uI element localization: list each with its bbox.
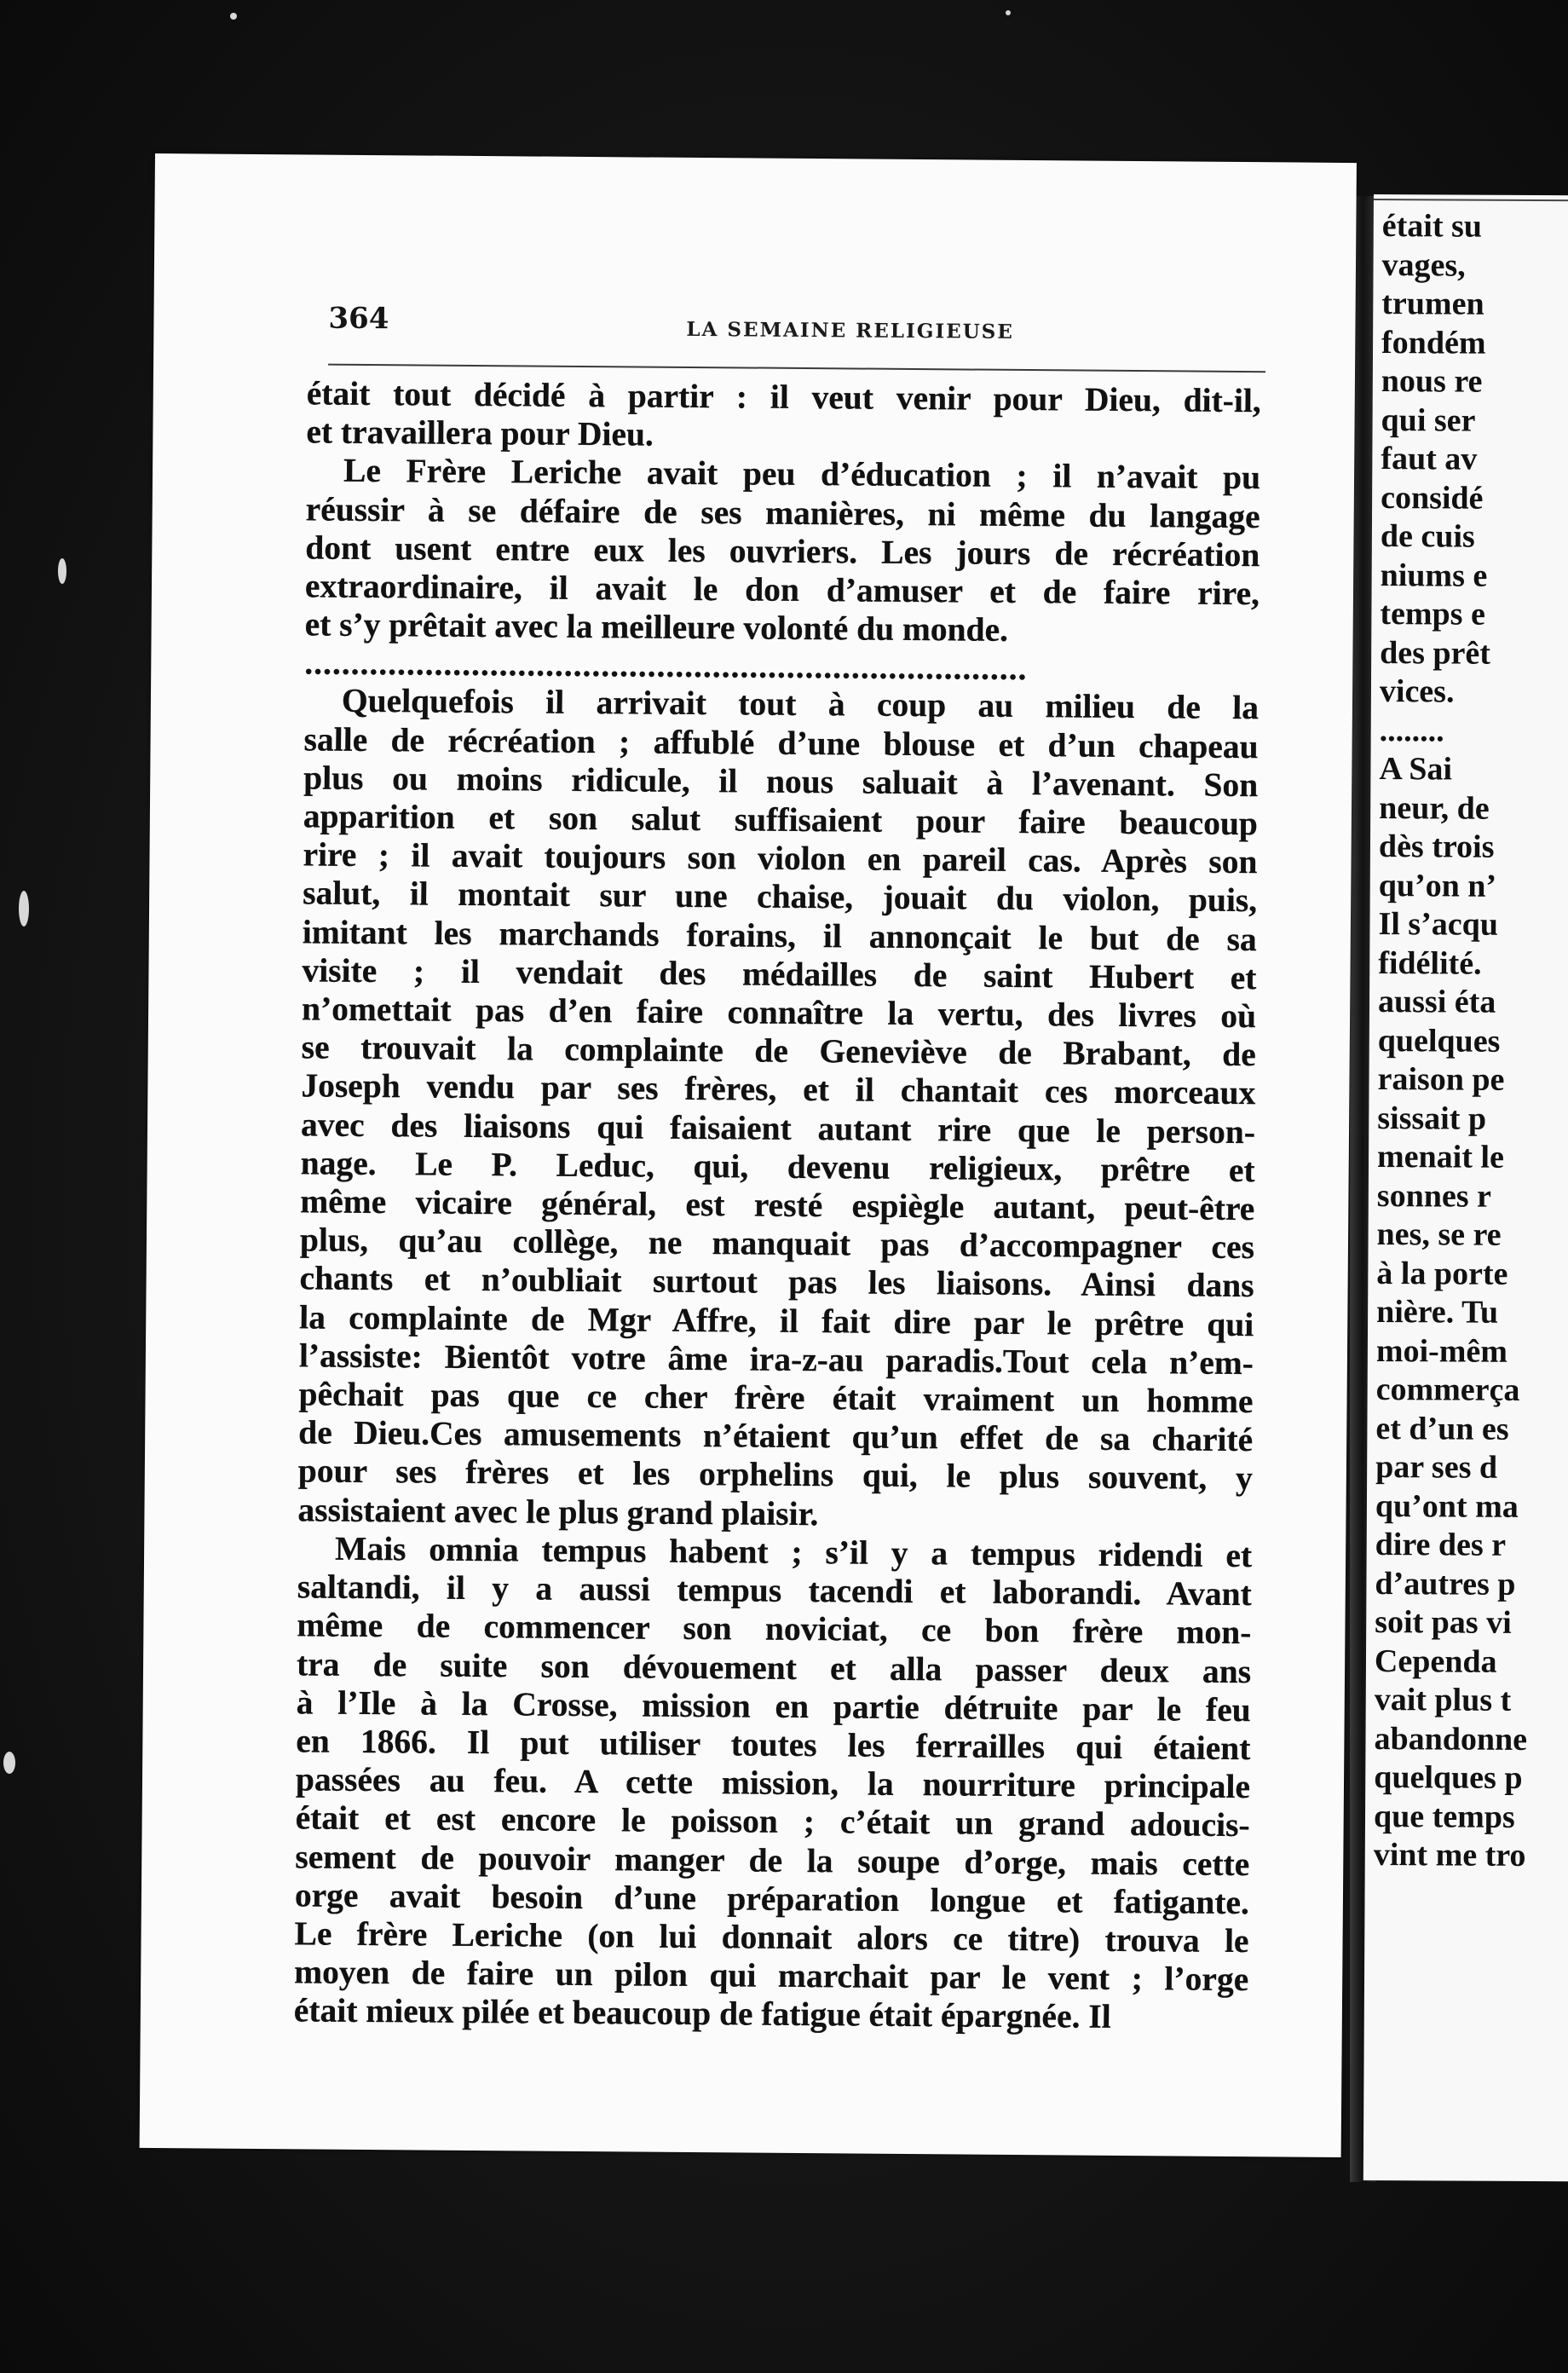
text-line: .............................................................................. <box>304 644 1028 688</box>
right-text-line: considé <box>1381 479 1484 517</box>
text-line: même de commencer son noviciat, ce bon frère mon- <box>297 1606 1252 1652</box>
text-line: salle de récréation ; affublé d’une blouse et d’un chapeau <box>303 720 1259 765</box>
text-line: à l’Ile à la Crosse, mission en partie détruite par le feu <box>296 1683 1251 1729</box>
right-text-line: commerça <box>1375 1371 1520 1408</box>
text-line: saltandi, il y a aussi tempus tacendi et laborandi. Avant <box>297 1568 1252 1614</box>
right-text-line: par ses d <box>1375 1449 1498 1486</box>
right-text-line: nes, se re <box>1376 1216 1502 1253</box>
text-line: plus ou moins ridicule, il nous saluait à l’avenant. Son <box>303 759 1259 805</box>
text-line: chants et n’oubliait surtout pas les liaisons. Ainsi dans <box>299 1259 1254 1305</box>
right-text-line: vices. <box>1379 673 1455 710</box>
right-text-line: sissait p <box>1377 1100 1487 1137</box>
right-text-line: vint me tro <box>1373 1837 1526 1874</box>
right-text-line: qu’ont ma <box>1375 1487 1519 1525</box>
right-text-line: vait plus t <box>1374 1682 1512 1718</box>
right-text-line: Il s’acqu <box>1378 906 1499 943</box>
text-line: l’assiste: Bientôt votre âme ira-z-au paradis.Tout cela n’em- <box>298 1337 1254 1383</box>
text-line: Quelquefois il arrivait tout à coup au milieu de la <box>341 682 1260 727</box>
text-line: assistaient avec le plus grand plaisir. <box>297 1491 819 1533</box>
text-line: et travaillera pour Dieu. <box>306 413 654 453</box>
text-line: était tout décidé à partir : il veut venir pour Dieu, dit-il, <box>306 374 1261 420</box>
right-text-line: à la porte <box>1376 1255 1508 1292</box>
text-line: se trouvait la complainte de Geneviève de Brabant, de <box>301 1028 1256 1074</box>
text-line: dont usent entre eux les ouvriers. Les jours de récréation <box>305 528 1260 574</box>
right-page-text <box>1374 207 1568 1876</box>
right-text-line: neur, de <box>1379 789 1490 827</box>
right-text-line: et d’un es <box>1375 1410 1509 1447</box>
right-text-line: ........ <box>1379 712 1444 748</box>
right-text-line: que temps <box>1373 1798 1515 1835</box>
dust-speck <box>58 558 66 584</box>
text-line: passées au feu. A cette mission, la nourriture principale <box>295 1760 1251 1806</box>
dust-speck <box>1006 10 1011 15</box>
right-text-line: raison pe <box>1377 1061 1505 1098</box>
right-text-line: soit pas vi <box>1375 1604 1512 1641</box>
text-line: plus, qu’au collège, ne manquait pas d’accompagner ces <box>299 1221 1255 1267</box>
text-line: visite ; il vendait des médailles de saint Hubert et <box>302 951 1257 997</box>
text-line: Mais omnia tempus habent ; s’il y a tempus ridendi et <box>334 1529 1253 1575</box>
text-line: pour ses frères et les orphelins qui, le plus souvent, y <box>297 1452 1254 1498</box>
text-line: apparition et son salut suffisaient pour faire beaucoup <box>303 797 1259 843</box>
text-line: tra de suite son dévouement et alla passer deux ans <box>296 1644 1252 1690</box>
text-line: nage. Le P. Leduc, qui, devenu religieux, prêtre et <box>300 1144 1255 1190</box>
right-text-line: faut av <box>1381 441 1478 477</box>
right-text-line: niums e <box>1380 557 1488 594</box>
right-text-line: des prêt <box>1380 634 1491 672</box>
text-line: Joseph vendu par ses frères, et il chantait ces morceaux <box>301 1066 1256 1112</box>
right-text-line: A Sai <box>1379 751 1453 788</box>
right-text-line: fondém <box>1381 324 1486 361</box>
text-line: Le Frère Leriche avait peu d’éducation ; il n’avait pu <box>343 452 1261 497</box>
right-text-line: vages, <box>1381 246 1466 284</box>
right-text-line: abandonne <box>1374 1720 1528 1758</box>
right-page-rule <box>1374 199 1568 201</box>
right-page <box>1363 194 1568 2181</box>
right-text-line: dire des r <box>1375 1527 1507 1563</box>
right-text-line: d’autres p <box>1375 1565 1516 1602</box>
text-line: n’omettait pas d’en faire connaître la vertu, des livres où <box>301 990 1257 1036</box>
text-line: était et est encore le poisson ; c’était un grand adoucis- <box>295 1799 1250 1845</box>
right-text-line: nière. Tu <box>1376 1294 1499 1331</box>
text-line: imitant les marchands forains, il annonçait le but de sa <box>302 913 1257 958</box>
text-line: en 1866. Il put utiliser toutes les ferrailles qui étaient <box>296 1722 1251 1768</box>
text-line: salut, il montait sur une chaise, jouait du violon, puis, <box>303 874 1258 920</box>
dust-speck <box>3 1752 15 1774</box>
text-line: rire ; il avait toujours son violon en pareil cas. Après son <box>303 835 1258 881</box>
text-line: réussir à se défaire de ses manières, ni même du langage <box>305 490 1260 535</box>
text-line: pêchait pas que ce cher frère était vraiment un homme <box>298 1375 1254 1421</box>
running-title: LA SEMAINE RELIGIEUSE <box>686 317 1014 344</box>
right-text-line: moi-mêm <box>1375 1332 1508 1370</box>
page-body-text <box>294 374 1261 2037</box>
header-rule <box>328 364 1265 373</box>
page-header <box>328 300 1265 359</box>
text-line: la complainte de Mgr Affre, il fait dire par le prêtre qui <box>299 1298 1254 1343</box>
text-line: sement de pouvoir manger de la soupe d’orge, mais cette <box>295 1837 1250 1883</box>
text-line: extraordinaire, il avait le don d’amuser et de faire rire, <box>304 567 1260 613</box>
right-text-line: trumen <box>1381 286 1484 322</box>
text-line: avec des liaisons qui faisaient autant rire que le person- <box>300 1106 1256 1151</box>
text-line: était mieux pilée et beaucoup de fatigue était épargnée. Il <box>293 1991 1111 2036</box>
text-line: et s’y prêtait avec la meilleure volonté du monde. <box>304 605 1009 650</box>
text-line: même vicaire général, est resté espiègle autant, peut-être <box>300 1182 1255 1228</box>
right-text-line: était su <box>1381 208 1483 245</box>
left-page <box>140 153 1357 2157</box>
right-text-line: nous re <box>1381 363 1483 400</box>
right-text-line: qu’on n’ <box>1378 867 1497 904</box>
dust-speck <box>230 13 237 20</box>
page-number: 364 <box>328 301 389 337</box>
dust-speck <box>19 891 29 927</box>
right-text-line: Cependa <box>1374 1643 1497 1680</box>
text-line: moyen de faire un pilon qui marchait par le vent ; l’orge <box>294 1953 1249 1999</box>
right-text-line: menait le <box>1376 1139 1504 1175</box>
text-line: Le frère Leriche (on lui donnait alors ce titre) trouva le <box>294 1914 1249 1960</box>
right-text-line: fidélité. <box>1378 944 1482 982</box>
right-text-line: aussi éta <box>1377 984 1496 1020</box>
right-text-line: sonnes r <box>1376 1177 1492 1215</box>
right-text-line: temps e <box>1380 596 1486 632</box>
right-text-line: quelques <box>1377 1022 1501 1059</box>
right-text-line: dès trois <box>1378 829 1495 865</box>
text-line: orge avait besoin d’une préparation longue et fatigante. <box>294 1876 1250 1921</box>
right-text-line: qui ser <box>1381 401 1476 439</box>
right-text-line: quelques p <box>1374 1759 1523 1796</box>
text-line: de Dieu.Ces amusements n’étaient qu’un effet de sa charité <box>298 1413 1254 1459</box>
right-text-line: de cuis <box>1380 518 1475 555</box>
